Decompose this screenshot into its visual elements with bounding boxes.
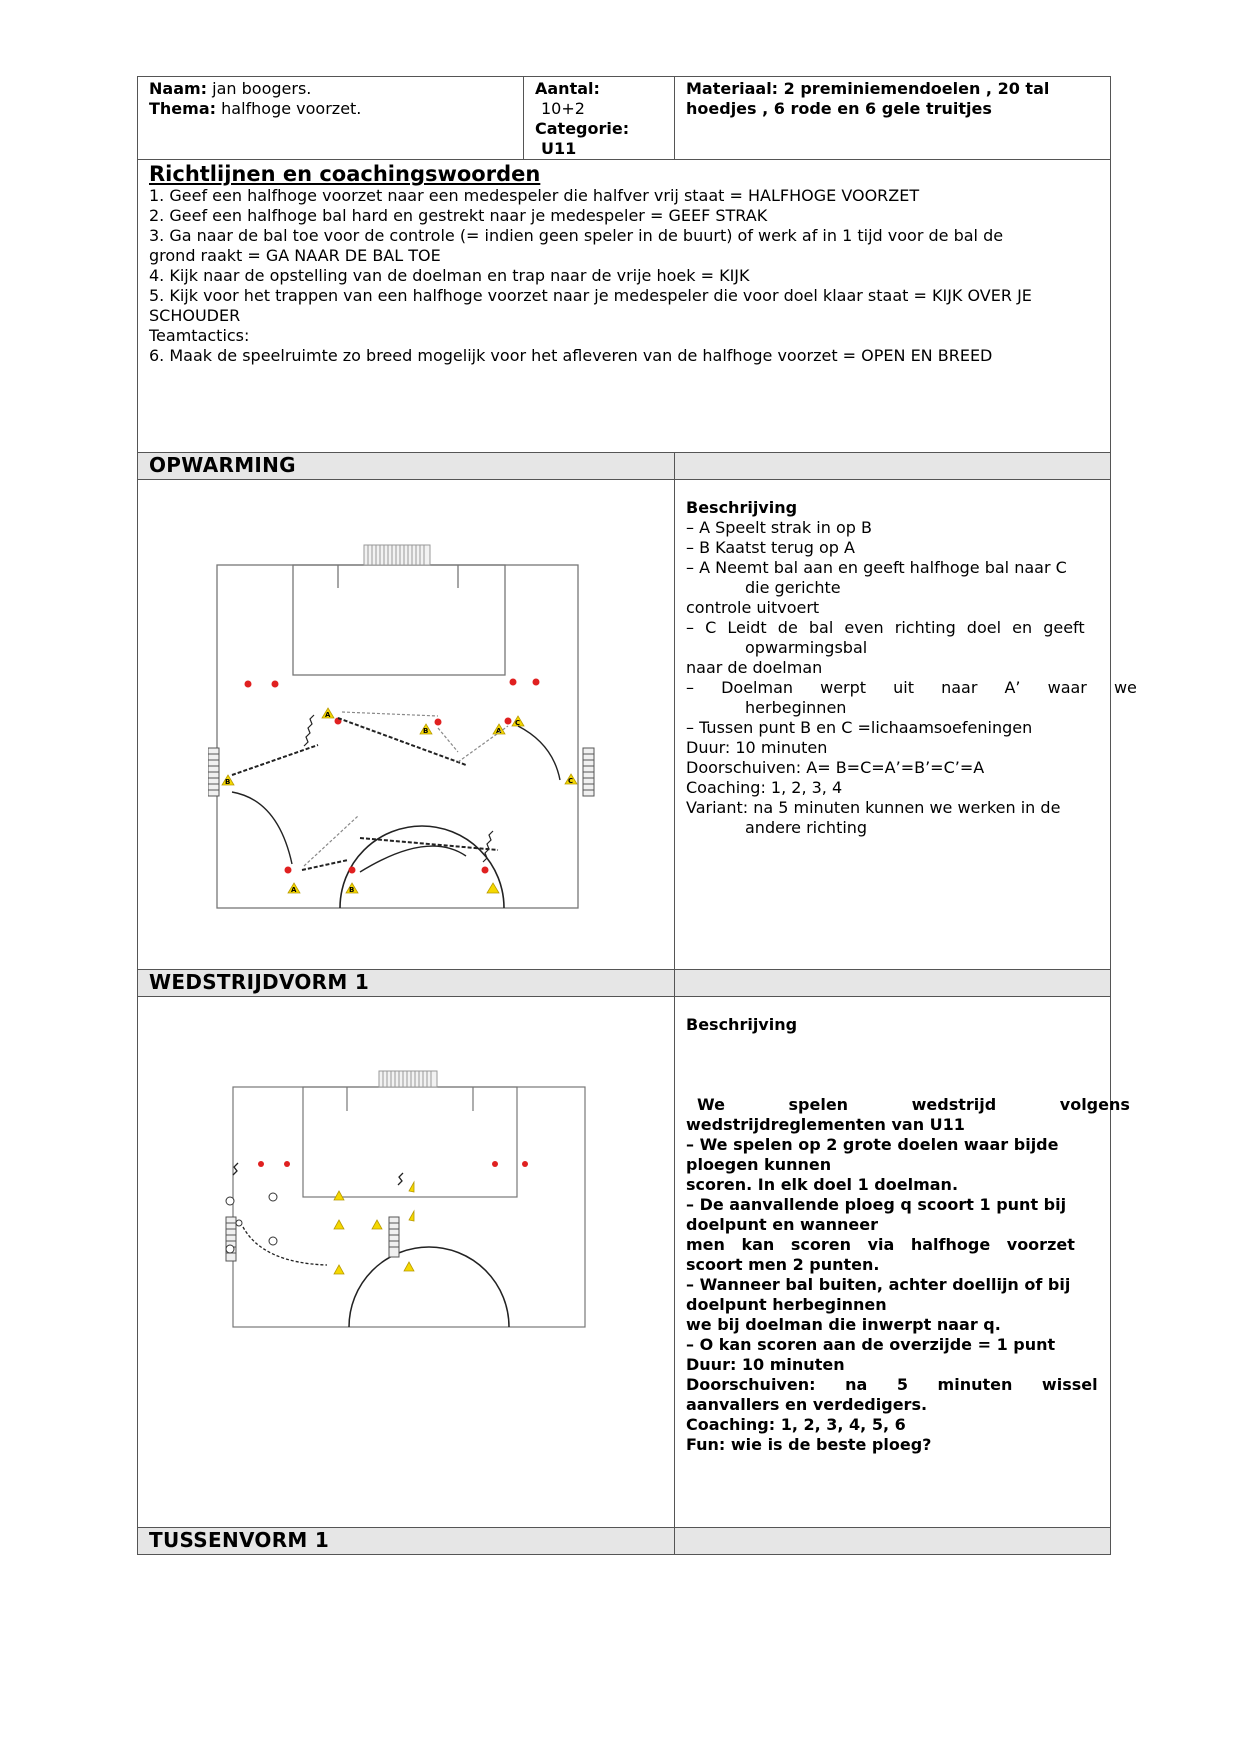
desc-line: We spelen wedstrijd volgens — [697, 1095, 1130, 1114]
naam-value: jan boogers. — [212, 79, 312, 98]
tussenvorm-title-row — [137, 1527, 1111, 1555]
opwarming-title-row — [137, 452, 1111, 480]
desc-line: – De aanvallende ploeg q scoort 1 punt bij — [686, 1195, 1067, 1214]
yellow-cones — [222, 708, 577, 893]
desc-line: – Doelman werpt uit naar A’ waar we — [686, 678, 1137, 697]
curved-runs — [232, 726, 560, 872]
opwarming-content-row — [137, 479, 1137, 970]
desc-line: – B Kaatst terug op A — [686, 538, 855, 557]
svg-text:C: C — [568, 777, 574, 785]
richtlijnen-lines — [149, 186, 1100, 366]
desc-line: men kan scoren via halfhoge voorzet — [686, 1235, 1075, 1254]
richtlijn-line: 3. Ga naar de bal toe voor de controle (= indien geen speler in de buurt) of werk af in 1 tijd voor de bal de — [149, 226, 1004, 245]
materiaal-line-2: hoedjes , 6 rode en 6 gele truitjes — [686, 99, 992, 118]
desc-line: scoort men 2 punten. — [686, 1255, 880, 1274]
richtlijn-line: 2. Geef een halfhoge bal hard en gestrekt naar je medespeler = GEEF STRAK — [149, 206, 768, 225]
pass-lines — [233, 1163, 403, 1265]
desc-line: doelpunt herbeginnen — [686, 1295, 887, 1314]
wedstrijdvorm-title-row — [137, 969, 1111, 997]
opwarming-description — [686, 498, 1137, 838]
cone-labels — [225, 711, 573, 894]
desc-line: – C Leidt de bal even richting doel en geeft — [686, 618, 1085, 637]
wedstrijdvorm-desc-title: Beschrijving — [686, 1015, 798, 1034]
desc-line: doelpunt en wanneer — [686, 1215, 878, 1234]
center-arc — [340, 826, 504, 908]
yellow-cones — [334, 1182, 414, 1274]
opwarming-desc-title: Beschrijving — [686, 498, 798, 517]
wedstrijdvorm-diagram — [223, 1067, 593, 1337]
aantal-value: 10+2 — [541, 99, 585, 118]
wedstrijdvorm-title: WEDSTRIJDVORM 1 — [149, 970, 370, 994]
desc-line: Fun: wie is de beste ploeg? — [686, 1435, 932, 1454]
field-outline — [233, 1087, 585, 1327]
desc-line: – A Speelt strak in op B — [686, 518, 872, 537]
tussenvorm-title: TUSSENVORM 1 — [149, 1528, 330, 1552]
desc-line: Duur: 10 minuten — [686, 1355, 845, 1374]
richtlijn-line: SCHOUDER — [149, 306, 241, 325]
header-row — [137, 76, 1111, 160]
wedstrijdvorm-description — [686, 1015, 1130, 1455]
thin-pass-lines — [304, 712, 508, 866]
desc-line: Coaching: 1, 2, 3, 4, 5, 6 — [686, 1415, 906, 1434]
field-outline — [217, 565, 578, 908]
svg-text:B: B — [423, 727, 429, 735]
categorie-label: Categorie: — [535, 119, 630, 138]
richtlijnen-row — [137, 159, 1111, 453]
svg-text:A: A — [496, 727, 502, 735]
desc-line: Coaching: 1, 2, 3, 4 — [686, 778, 843, 797]
desc-line: scoren. In elk doel 1 doelman. — [686, 1175, 959, 1194]
desc-line: andere richting — [745, 818, 868, 837]
thema-value: halfhoge voorzet. — [221, 99, 362, 118]
goal-area — [347, 1087, 473, 1111]
desc-line: wedstrijdreglementen van U11 — [686, 1115, 965, 1134]
side-goals — [208, 748, 594, 796]
desc-line: – We spelen op 2 grote doelen waar bijde — [686, 1135, 1059, 1154]
red-players — [258, 1161, 528, 1167]
pass-lines — [232, 718, 498, 870]
materiaal-line-1: Materiaal: 2 preminiemendoelen , 20 tal — [686, 79, 1050, 98]
svg-text:B: B — [225, 778, 231, 786]
desc-line: – O kan scoren aan de overzijde = 1 punt — [686, 1335, 1056, 1354]
thema-label: Thema: — [149, 99, 217, 118]
svg-text:B: B — [349, 886, 355, 894]
richtlijn-line: Teamtactics: — [149, 326, 250, 345]
penalty-area — [293, 565, 505, 675]
red-players — [245, 679, 540, 874]
richtlijn-line: 5. Kijk voor het trappen van een halfhoge voorzet naar je medespeler die voor doel klaar staat = KIJK OVER JE — [149, 286, 1032, 305]
opwarming-diagram — [208, 530, 598, 915]
desc-line: – Tussen punt B en C =lichaamsoefeningen — [686, 718, 1033, 737]
materiaal-cell — [686, 79, 1049, 119]
richtlijn-line: 4. Kijk naar de opstelling van de doelman en trap naar de vrije hoek = KIJK — [149, 266, 750, 285]
center-arc — [349, 1247, 509, 1327]
desc-line: Doorschuiven: na 5 minuten wissel — [686, 1375, 1098, 1394]
opwarming-title: OPWARMING — [149, 453, 296, 477]
desc-line: controle uitvoert — [686, 598, 820, 617]
desc-line: naar de doelman — [686, 658, 823, 677]
aantal-label: Aantal: — [535, 79, 600, 98]
desc-line: aanvallers en verdedigers. — [686, 1395, 928, 1414]
richtlijn-line: 1. Geef een halfhoge voorzet naar een medespeler die halfver vrij staat = HALFHOGE VOORZET — [149, 186, 920, 205]
richtlijnen-title: Richtlijnen en coachingswoorden — [149, 162, 541, 186]
desc-line: opwarmingsbal — [745, 638, 868, 657]
dribble-lines — [304, 715, 493, 862]
desc-line: we bij doelman die inwerpt naar q. — [686, 1315, 1001, 1334]
svg-text:C: C — [515, 719, 521, 727]
desc-line: ploegen kunnen — [686, 1155, 832, 1174]
svg-text:A: A — [291, 886, 297, 894]
penalty-area — [303, 1087, 517, 1197]
richtlijn-line: grond raakt = GA NAAR DE BAL TOE — [149, 246, 441, 265]
desc-line: die gerichte — [745, 578, 841, 597]
richtlijn-line: 6. Maak de speelruimte zo breed mogelijk voor het afleveren van de halfhoge voorzet = OPEN EN BREED — [149, 346, 993, 365]
aantal-cell — [535, 79, 629, 159]
wedstrijdvorm-content-row — [137, 996, 1130, 1528]
naam-label: Naam: — [149, 79, 208, 98]
desc-line: herbeginnen — [745, 698, 847, 717]
desc-line: Doorschuiven: A= B=C=A’=B’=C’=A — [686, 758, 985, 777]
desc-line: Variant: na 5 minuten kunnen we werken in de — [686, 798, 1061, 817]
desc-line: – Wanneer bal buiten, achter doellijn of bij — [686, 1275, 1071, 1294]
desc-line: Duur: 10 minuten — [686, 738, 828, 757]
desc-line: – A Neemt bal aan en geeft halfhoge bal naar C — [686, 558, 1067, 577]
categorie-value: U11 — [541, 139, 577, 158]
top-goal — [379, 1071, 437, 1087]
svg-text:A: A — [325, 711, 331, 719]
naam-thema-cell — [149, 79, 361, 119]
goal-area — [338, 565, 458, 588]
top-goal — [364, 545, 430, 565]
